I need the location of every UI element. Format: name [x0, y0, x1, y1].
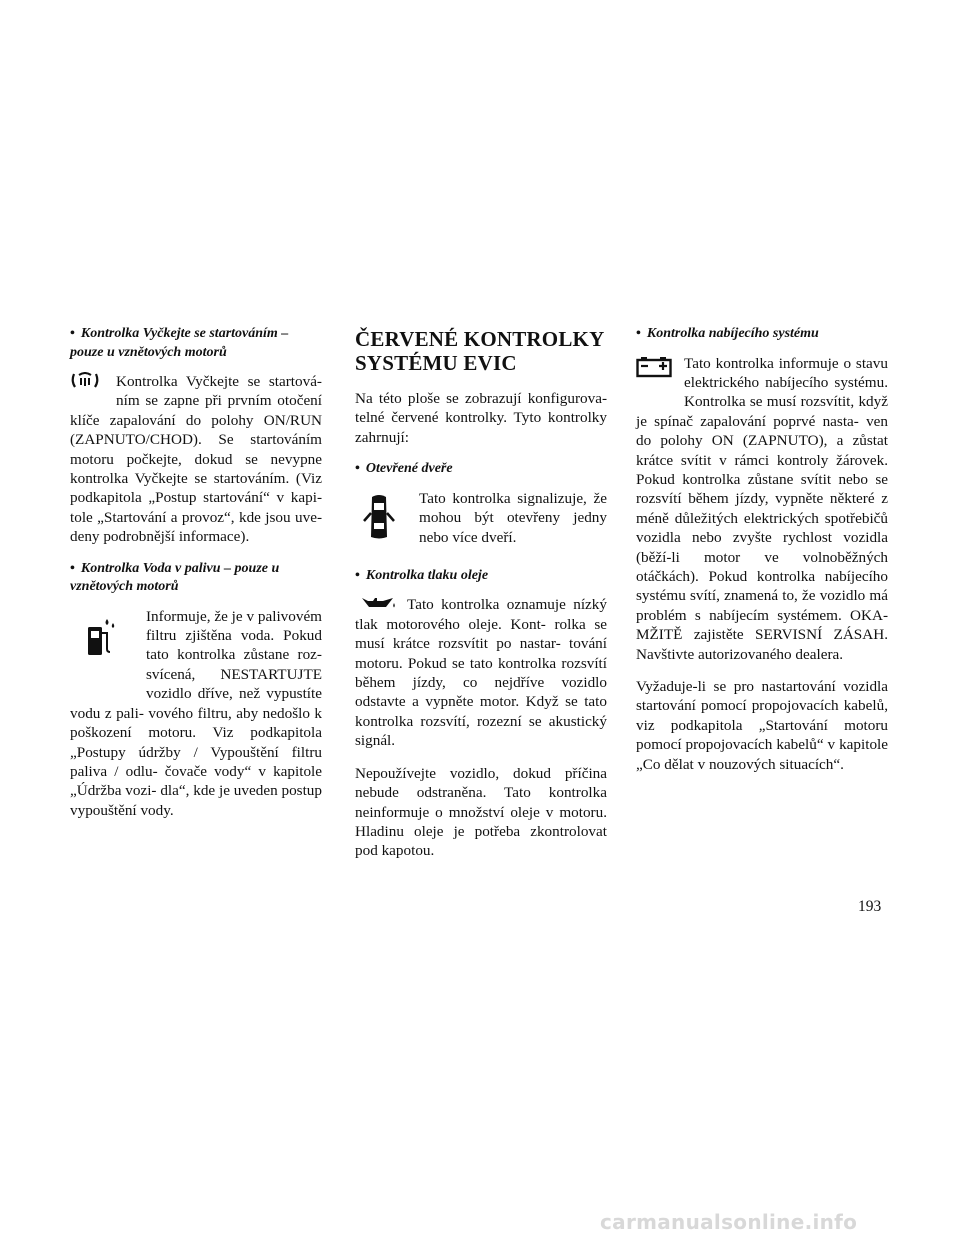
door-open-heading: • Otevřené dveře	[355, 461, 453, 477]
jump-start-paragraph: Vyžaduje-li se pro nastartování vozidla startování pomocí propojovacích kabelů, viz podkapitola „Startování motoru pomocí propojovacích kabelů“ v kapitole „Co dělat v nouzových situacích“.	[636, 678, 888, 773]
oil-paragraph-2: Nepoužívejte vozidlo, dokud příčina nebude odstraněna. Tato kontrolka neinformuje o množství oleje v motoru. Hladinu oleje je potřeba zkontrolovat pod kapotou.	[355, 764, 607, 860]
glow-plug-heading: • Kontrolka Vyčkejte se startováním – pouze u vznětových motorů	[70, 326, 289, 360]
watermark: carmanualsonline.info	[600, 1210, 858, 1234]
oil-pressure-paragraph: Tato kontrolka oznamuje nízký tlak motorového oleje. Kont- rolka se musí krátce rozsvítit po nastar- tování motoru. Pokud se tato kontrolka rozsvítí během jízdy, co nejdříve vozidlo odstavte a vypněte motor. Když se tato kontrolka rozsvítí, rozezní se akustický signál.	[355, 596, 607, 750]
left-column	[70, 325, 322, 833]
bullet: •	[355, 567, 360, 583]
middle-column	[355, 325, 607, 874]
bullet: •	[70, 326, 75, 341]
bullet: •	[355, 461, 360, 477]
door-open-icon	[363, 493, 395, 541]
door-open-paragraph: Tato kontrolka signalizuje, že mohou být otevřeny jedny nebo více dveří.	[355, 489, 607, 547]
bullet: •	[70, 560, 75, 576]
oil-pressure-icon	[361, 595, 395, 611]
page-number: 193	[858, 898, 882, 915]
water-in-fuel-paragraph: Informuje, že je v palivovém filtru zjištěna voda. Pokud tato kontrolka zůstane roz- svícená, NESTARTUJTE vozidlo dříve, než vypustíte vodu z pali- vového filtru, aby nedošlo k poškození motoru. Viz podkapitola „Postupy údržby / Vypouštění filtru paliva / odlu- čovače vody“ v kapitole „Údržba vozi- dla“, kde je uveden postup vypouštění vody.	[70, 607, 322, 819]
glow-plug-paragraph: Kontrolka Vyčkejte se startová- ním se zapne při prvním otočení klíče zapalování do polohy ON/RUN (ZAPNUTO/CHOD). Se startováním motoru počkejte, dokud se nevypne kontrolka Vyčkejte se startováním. (Viz podkapitola „Postup startování“ v kapi- tole „Startování a provoz“, kde jsou uve- deny podrobnější informace).	[70, 373, 322, 546]
charging-paragraph: Tato kontrolka informuje o stavu elektrického nabíjecího systému. Kontrolka se musí rozsvítit, když je spínač zapalování poprvé nasta- ven do polohy ON (ZAPNUTO), a zůstat krátce svítit v rámci kontroly žárovek. Pokud kontrolka zůstane svítit nebo se rozsvítí během jízdy, vypněte některé z méně důležitých elektrických spotřebičů vozidla nebo zvyšte rychlost vozidla (běží-li motor ve volnoběžných otáčkách). Pokud kontrolka nabíjecího systému svítí, znamená to, že vozidlo má problém s nabíjecím systémem. OKA- MŽITĚ zajistěte SERVISNÍ ZÁSAH. Navštivte autorizovaného dealera.	[636, 354, 888, 663]
battery-icon	[636, 356, 672, 378]
water-in-fuel-icon	[86, 615, 116, 659]
intro-paragraph: Na této ploše se zobrazují konfigurova- telné červené kontrolky. Tyto kontrolky zahrnují:	[355, 390, 607, 446]
section-title: ČERVENÉ KONTROLKY SYSTÉMU EVIC	[355, 327, 604, 375]
charging-heading: • Kontrolka nabíjecího systému	[636, 326, 819, 341]
glow-plug-icon	[70, 372, 100, 390]
oil-pressure-heading: • Kontrolka tlaku oleje	[355, 567, 489, 583]
water-in-fuel-heading: • Kontrolka Voda v palivu – pouze u vznětových motorů	[70, 560, 280, 595]
right-column	[636, 325, 888, 787]
bullet: •	[636, 326, 641, 341]
